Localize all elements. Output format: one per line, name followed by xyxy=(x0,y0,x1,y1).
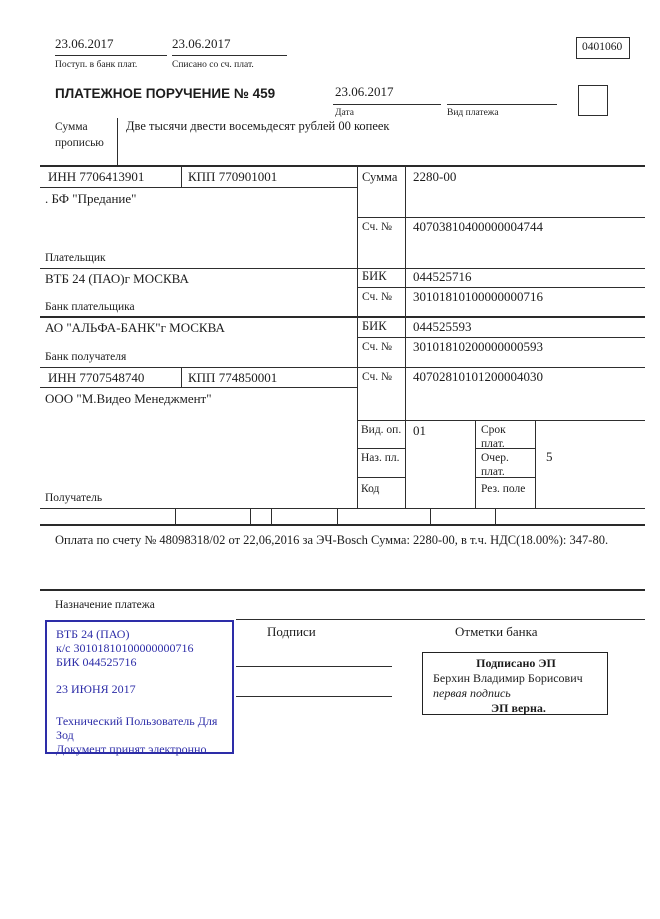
ep-stamp-title: Подписано ЭП xyxy=(476,656,556,670)
purpose-label: Назначение платежа xyxy=(55,599,155,611)
date-debited-underline xyxy=(172,55,287,56)
payer-bank-bik-label: БИК xyxy=(362,269,387,283)
payer-account-label: Сч. № xyxy=(362,221,393,233)
ben-account-bottom-line xyxy=(357,420,645,421)
bank-stamp-date: 23 ИЮНЯ 2017 xyxy=(56,682,136,697)
empty-row-tick-2 xyxy=(250,508,251,524)
document-title: ПЛАТЕЖНОЕ ПОРУЧЕНИЕ № 459 xyxy=(55,86,276,101)
beneficiary-label: Получатель xyxy=(45,492,103,504)
bank-stamp-corr-account: к/с 30101810100000000716 xyxy=(56,641,194,656)
beneficiary-inn: ИНН 7707548740 xyxy=(48,370,145,385)
bank-stamp-user: Технический Пользователь Для Зод xyxy=(56,713,218,742)
amount-words-divider xyxy=(117,118,118,166)
beneficiary-account: 40702810101200004030 xyxy=(413,369,543,384)
form-code-box xyxy=(576,37,630,59)
payer-inn: ИНН 7706413901 xyxy=(48,169,145,184)
sum-cell-bottom-line xyxy=(357,217,645,218)
payer-label: Плательщик xyxy=(45,252,106,264)
signatures-title: Подписи xyxy=(267,624,316,639)
amount-words-value: Две тысячи двести восемьдесят рублей 00 копеек xyxy=(126,119,390,133)
empty-row-tick-3 xyxy=(271,508,272,524)
bank-stamp-bik: БИК 044525716 xyxy=(56,655,137,670)
payer-row-bottom-line xyxy=(40,268,645,269)
payer-name: . БФ "Предание" xyxy=(45,191,137,206)
beneficiary-kpp: КПП 774850001 xyxy=(188,370,278,385)
priority-label: Очер. плат. xyxy=(481,452,509,479)
sum-value: 2280-00 xyxy=(413,169,457,184)
signature-line-2 xyxy=(236,696,392,697)
beneficiary-bank-label: Банк получателя xyxy=(45,351,127,363)
vidop-divider-left xyxy=(357,448,405,449)
inn-row1-bottom-line xyxy=(40,187,357,188)
op-vertical-2 xyxy=(535,420,536,508)
beneficiary-bank-name: АО "АЛЬФА-БАНК"г МОСКВА xyxy=(45,320,225,335)
bank-stamp-bank-name: ВТБ 24 (ПАО) xyxy=(56,627,130,641)
priority-value: 5 xyxy=(546,449,553,464)
document-date: 23.06.2017 xyxy=(335,84,394,99)
bank-stamp-note: Документ принят электронно xyxy=(56,741,207,756)
op-type-label: Вид. оп. xyxy=(361,424,402,436)
purpose-text: Оплата по счету № 48098318/02 от 22,06,2016 за ЭЧ-Bosch Сумма: 2280-00, в т.ч. НДС(18.00%): 347-80. xyxy=(55,533,609,547)
beneficiary-bank-bik: 044525593 xyxy=(413,319,472,334)
payer-bank-account-label: Сч. № xyxy=(362,291,393,303)
empty-row-tick-1 xyxy=(175,508,176,524)
beneficiary-bank-account-label: Сч. № xyxy=(362,341,393,353)
term-label: Срок плат. xyxy=(481,424,506,451)
electronic-signature-stamp xyxy=(422,652,608,715)
op-type-value: 01 xyxy=(413,423,426,438)
amount-words-label: Сумма прописью xyxy=(55,121,104,149)
reserve-label: Рез. поле xyxy=(481,483,526,495)
payer-bank-name: ВТБ 24 (ПАО)г МОСКВА xyxy=(45,271,189,286)
nazpl-divider-left xyxy=(357,477,405,478)
table-bottom-thick-line xyxy=(40,524,645,526)
inn-kpp-divider-2 xyxy=(181,367,182,387)
beneficiary-bank-account: 30101810200000000593 xyxy=(413,339,543,354)
signatures-top-line xyxy=(236,619,645,620)
payment-type-box xyxy=(578,85,608,116)
ep-stamp-signer-name: Берхин Владимир Борисович xyxy=(433,671,583,685)
purpose-bottom-line xyxy=(40,589,645,591)
payer-bank-account: 30101810100000000716 xyxy=(413,289,543,304)
date-received-underline xyxy=(55,55,167,56)
empty-row-tick-5 xyxy=(430,508,431,524)
payer-account: 40703810400000004744 xyxy=(413,219,543,234)
payerbank-bik-divider xyxy=(357,287,645,288)
payment-type-label: Вид платежа xyxy=(447,108,499,118)
empty-row-tick-4 xyxy=(337,508,338,524)
main-vertical-2 xyxy=(405,165,406,508)
empty-row-tick-6 xyxy=(495,508,496,524)
payerbank-bottom-line xyxy=(40,316,645,318)
table-top-line xyxy=(40,165,645,167)
ep-stamp-subtitle: первая подпись xyxy=(433,686,511,700)
inn-row2-bottom-line xyxy=(40,387,357,388)
date-received-in-bank: 23.06.2017 xyxy=(55,36,114,51)
purpose-code-label: Наз. пл. xyxy=(361,452,400,464)
form-code: 0401060 xyxy=(582,41,623,53)
payment-type-underline xyxy=(447,104,557,105)
date-debited-label: Списано со сч. плат. xyxy=(172,60,254,70)
benbank-bottom-line xyxy=(40,367,645,368)
benbank-bik-divider xyxy=(357,337,645,338)
table-bottom-line xyxy=(40,508,645,509)
bank-stamp xyxy=(45,620,234,754)
payer-bank-label: Банк плательщика xyxy=(45,301,135,313)
main-vertical-1 xyxy=(357,165,358,508)
payer-kpp: КПП 770901001 xyxy=(188,169,278,184)
code-label: Код xyxy=(361,483,380,495)
document-date-label: Дата xyxy=(335,108,354,118)
document-date-underline xyxy=(333,104,441,105)
sum-label: Сумма xyxy=(362,170,398,184)
inn-kpp-divider-1 xyxy=(181,165,182,187)
beneficiary-account-label: Сч. № xyxy=(362,371,393,383)
signature-line-1 xyxy=(236,666,392,667)
beneficiary-bank-bik-label: БИК xyxy=(362,319,387,333)
op-vertical-1 xyxy=(475,420,476,508)
date-debited: 23.06.2017 xyxy=(172,36,231,51)
beneficiary-name: ООО "М.Видео Менеджмент" xyxy=(45,391,212,406)
ep-stamp-verified: ЭП верна. xyxy=(491,701,546,715)
bank-marks-title: Отметки банка xyxy=(455,624,538,639)
date-received-label: Поступ. в банк плат. xyxy=(55,60,138,70)
payer-bank-bik: 044525716 xyxy=(413,269,472,284)
